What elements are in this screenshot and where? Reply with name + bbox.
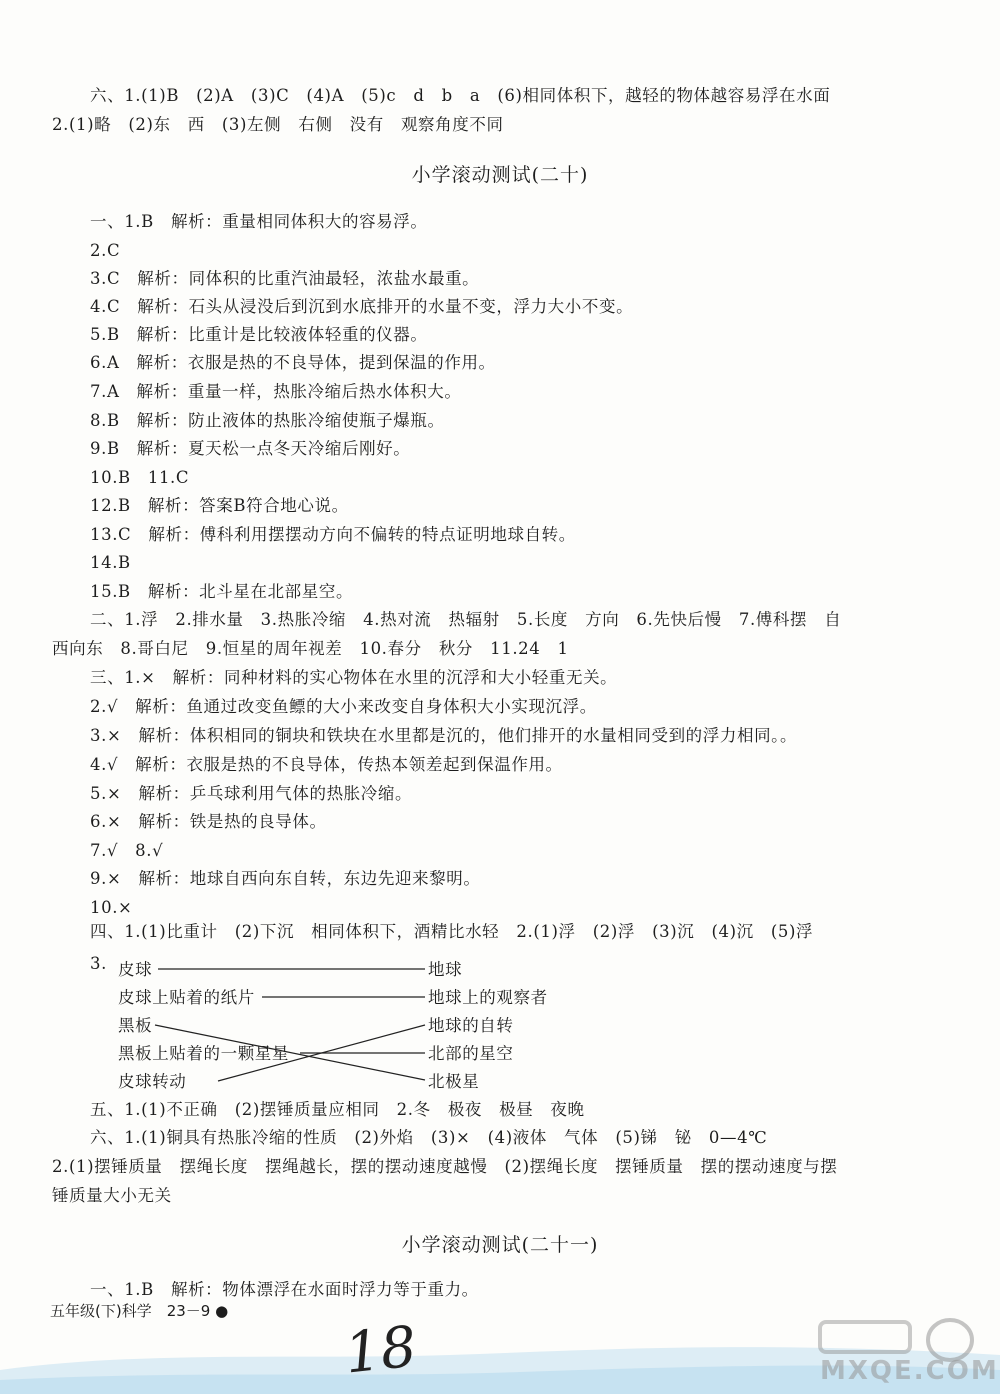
match-right-2: 地球的自转 [428, 1016, 514, 1035]
s20-line-7: 8.B 解析：防止液体的热胀冷缩使瓶子爆瓶。 [90, 411, 445, 430]
handwritten-page-number: 18 [341, 1314, 420, 1387]
top-line-1: 六、1.(1)B (2)A (3)C (4)A (5)c d b a (6)相同体积下，越轻的物体越容易浮在水面 [90, 86, 831, 105]
s20-line-5: 6.A 解析：衣服是热的不良导体，提到保温的作用。 [90, 353, 496, 372]
watermark-text: MXQE.COM [820, 1356, 999, 1386]
s20-after-2: 2.(1)摆锤质量 摆绳长度 摆绳越长，摆的摆动速度越慢 (2)摆绳长度 摆锤质量 摆的摆动速度与摆 [52, 1157, 838, 1176]
s20-line-3: 4.C 解析：石头从浸没后到沉到水底排开的水量不变，浮力大小不变。 [90, 297, 634, 316]
s20-line-1: 2.C [90, 241, 121, 260]
s20-after-0: 五、1.(1)不正确 (2)摆锤质量应相同 2.冬 极夜 极昼 夜晚 [90, 1100, 585, 1119]
s20-line-0: 一、1.B 解析：重量相同体积大的容易浮。 [90, 212, 428, 231]
top-line-2: 2.(1)略 (2)东 西 (3)左侧 右侧 没有 观察角度不同 [52, 115, 504, 134]
s20-line-10: 12.B 解析：答案B符合地心说。 [90, 496, 349, 515]
match-left-4: 皮球转动 [118, 1072, 187, 1091]
match-left-3: 黑板上贴着的一颗星星 [118, 1044, 289, 1063]
s20-line-18: 3.× 解析：体积相同的铜块和铁块在水里都是沉的，他们排开的水量相同受到的浮力相同。。 [90, 726, 798, 745]
s20-line-20: 5.× 解析：乒乓球利用气体的热胀冷缩。 [90, 784, 413, 803]
match-right-3: 北部的星空 [428, 1044, 514, 1063]
match-left-2: 黑板 [118, 1016, 153, 1035]
section-21-title: 小学滚动测试(二十一) [401, 1234, 599, 1256]
s20-line-24: 10.× [90, 898, 133, 917]
s20-after-1: 六、1.(1)铜具有热胀冷缩的性质 (2)外焰 (3)× (4)液体 气体 (5)锑 铋 0—4℃ [90, 1128, 768, 1147]
match-left-1: 皮球上贴着的纸片 [118, 988, 255, 1007]
match-right-4: 北极星 [428, 1072, 480, 1091]
s20-line-25: 四、1.(1)比重计 (2)下沉 相同体积下，酒精比水轻 2.(1)浮 (2)浮 (3)沉 (4)沉 (5)浮 [90, 922, 814, 941]
s20-line-15: 西向东 8.哥白尼 9.恒星的周年视差 10.春分 秋分 11.24 1 [52, 639, 569, 658]
s20-line-8: 9.B 解析：夏天松一点冬天冷缩后刚好。 [90, 439, 411, 458]
footer-grade-subject: 五年级(下)科学 23－9 ● [50, 1302, 229, 1320]
s20-line-17: 2.√ 解析：鱼通过改变鱼鳔的大小来改变自身体积大小实现沉浮。 [90, 697, 597, 716]
s20-line-2: 3.C 解析：同体积的比重汽油最轻，浓盐水最重。 [90, 269, 480, 288]
s20-line-9: 10.B 11.C [90, 468, 190, 487]
match-right-0: 地球 [428, 960, 463, 979]
section-20-title: 小学滚动测试(二十) [411, 164, 589, 186]
s20-line-4: 5.B 解析：比重计是比较液体轻重的仪器。 [90, 325, 428, 344]
match-left-0: 皮球 [118, 960, 153, 979]
s20-line-19: 4.√ 解析：衣服是热的不良导体，传热本领差起到保温作用。 [90, 755, 563, 774]
s20-line-23: 9.× 解析：地球自西向东自转，东边先迎来黎明。 [90, 869, 481, 888]
s20-line-14: 二、1.浮 2.排水量 3.热胀冷缩 4.热对流 热辐射 5.长度 方向 6.先快后慢 7.傅科摆 自 [90, 610, 842, 629]
s20-line-22: 7.√ 8.√ [90, 841, 164, 860]
match-right-1: 地球上的观察者 [428, 988, 548, 1007]
s20-line-21: 6.× 解析：铁是热的良导体。 [90, 812, 327, 831]
s20-line-11: 13.C 解析：傅科利用摆摆动方向不偏转的特点证明地球自转。 [90, 525, 576, 544]
s20-line-6: 7.A 解析：重量一样，热胀冷缩后热水体积大。 [90, 382, 462, 401]
matching-label: 3. [90, 954, 107, 973]
s20-line-16: 三、1.× 解析：同种材料的实心物体在水里的沉浮和大小轻重无关。 [90, 668, 618, 687]
s20-line-13: 15.B 解析：北斗星在北部星空。 [90, 582, 354, 601]
s20-line-12: 14.B [90, 553, 131, 572]
s20-after-3: 锤质量大小无关 [52, 1186, 172, 1205]
s21-line-0: 一、1.B 解析：物体漂浮在水面时浮力等于重力。 [90, 1280, 479, 1299]
